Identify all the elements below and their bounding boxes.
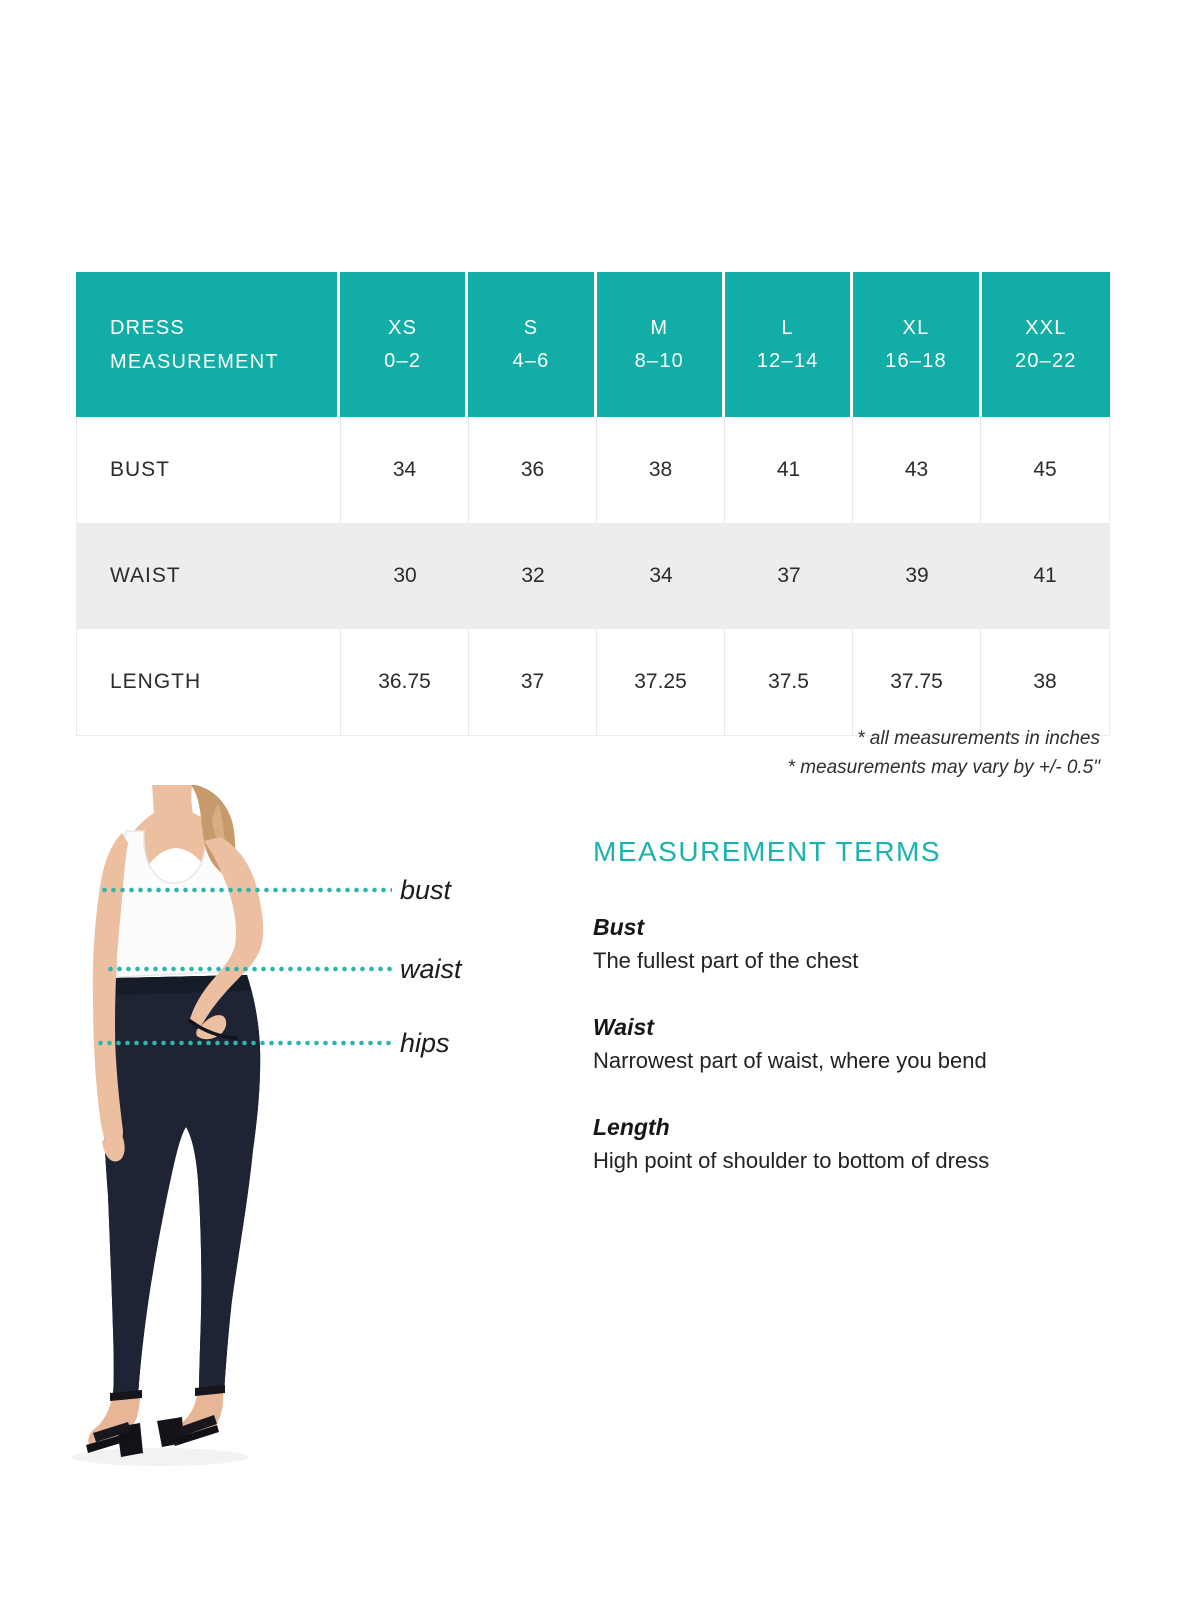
table-corner-header [76,272,340,417]
cell-value: 41 [981,523,1109,629]
size-label: XXL [1025,316,1067,339]
waist-dotted-line [106,966,392,972]
term-description: The fullest part of the chest [593,948,859,973]
term-description: High point of shoulder to bottom of dress [593,1148,990,1173]
cell-value: 38 [597,417,725,523]
cell-value: 34 [597,523,725,629]
size-range: 12–14 [756,349,819,372]
row-label: WAIST [77,523,341,629]
size-range: 0–2 [384,349,422,372]
size-label: XL [902,316,930,339]
heeled-sandals [86,1385,225,1457]
term-bust [593,914,1123,974]
size-chart-table [76,272,1110,736]
hips-line-label: hips [400,1028,450,1058]
cell-value: 30 [341,523,469,629]
size-header-xxl [982,272,1110,417]
term-name: Bust [593,914,645,940]
cell-value: 38 [1033,670,1057,693]
size-label: M [650,316,669,339]
term-waist [593,1014,1123,1074]
cell-value: 37 [725,523,853,629]
size-range: 16–18 [885,349,947,372]
size-label: XS [388,316,418,339]
footnote-variance: * measurements may vary by +/- 0.5" [787,757,1100,778]
measurement-footnotes [788,724,1100,782]
term-name: Waist [593,1014,654,1040]
cell-value: 39 [853,523,981,629]
measurement-terms-heading: MEASUREMENT TERMS [593,836,942,867]
size-range: 4–6 [512,349,550,372]
size-header-xl [853,272,981,417]
bust-dotted-line [100,887,392,893]
term-name: Length [593,1114,670,1140]
term-description: Narrowest part of waist, where you bend [593,1048,987,1073]
waist-line-label: waist [400,954,462,984]
table-row-waist [77,523,1109,629]
cell-value: 43 [853,417,981,523]
term-length [593,1114,1123,1174]
size-range: 8–10 [634,349,684,372]
size-chart-body [76,417,1110,736]
cell-value: 45 [1033,458,1057,481]
cell-value: 37.5 [725,629,853,735]
ground-shadow [72,1448,248,1466]
cell-value: 37.75 [853,629,981,735]
hips-dotted-line [96,1040,392,1046]
size-header-m [597,272,725,417]
cell-value: 37 [469,629,597,735]
bust-line-label: bust [400,875,452,905]
size-header-xs [340,272,468,417]
footnote-inches: * all measurements in inches [857,728,1100,749]
row-label: BUST [77,417,341,523]
table-corner-label: DRESS MEASUREMENT [110,316,279,373]
cell-value: 36.75 [341,629,469,735]
size-header-s [468,272,596,417]
cell-value: 36 [469,417,597,523]
row-label: LENGTH [77,629,341,735]
cell-value: 34 [341,417,469,523]
table-row-bust [77,417,1109,523]
cell-value: 37.25 [597,629,725,735]
size-label: L [781,316,794,339]
cell-value: 32 [469,523,597,629]
size-header-l [725,272,853,417]
size-range: 20–22 [1015,349,1077,372]
table-row-length [77,629,1109,735]
measurement-terms-section [593,836,1123,1214]
size-label: S [523,316,539,339]
cell-value: 41 [725,417,853,523]
size-chart-header-row [76,272,1110,417]
